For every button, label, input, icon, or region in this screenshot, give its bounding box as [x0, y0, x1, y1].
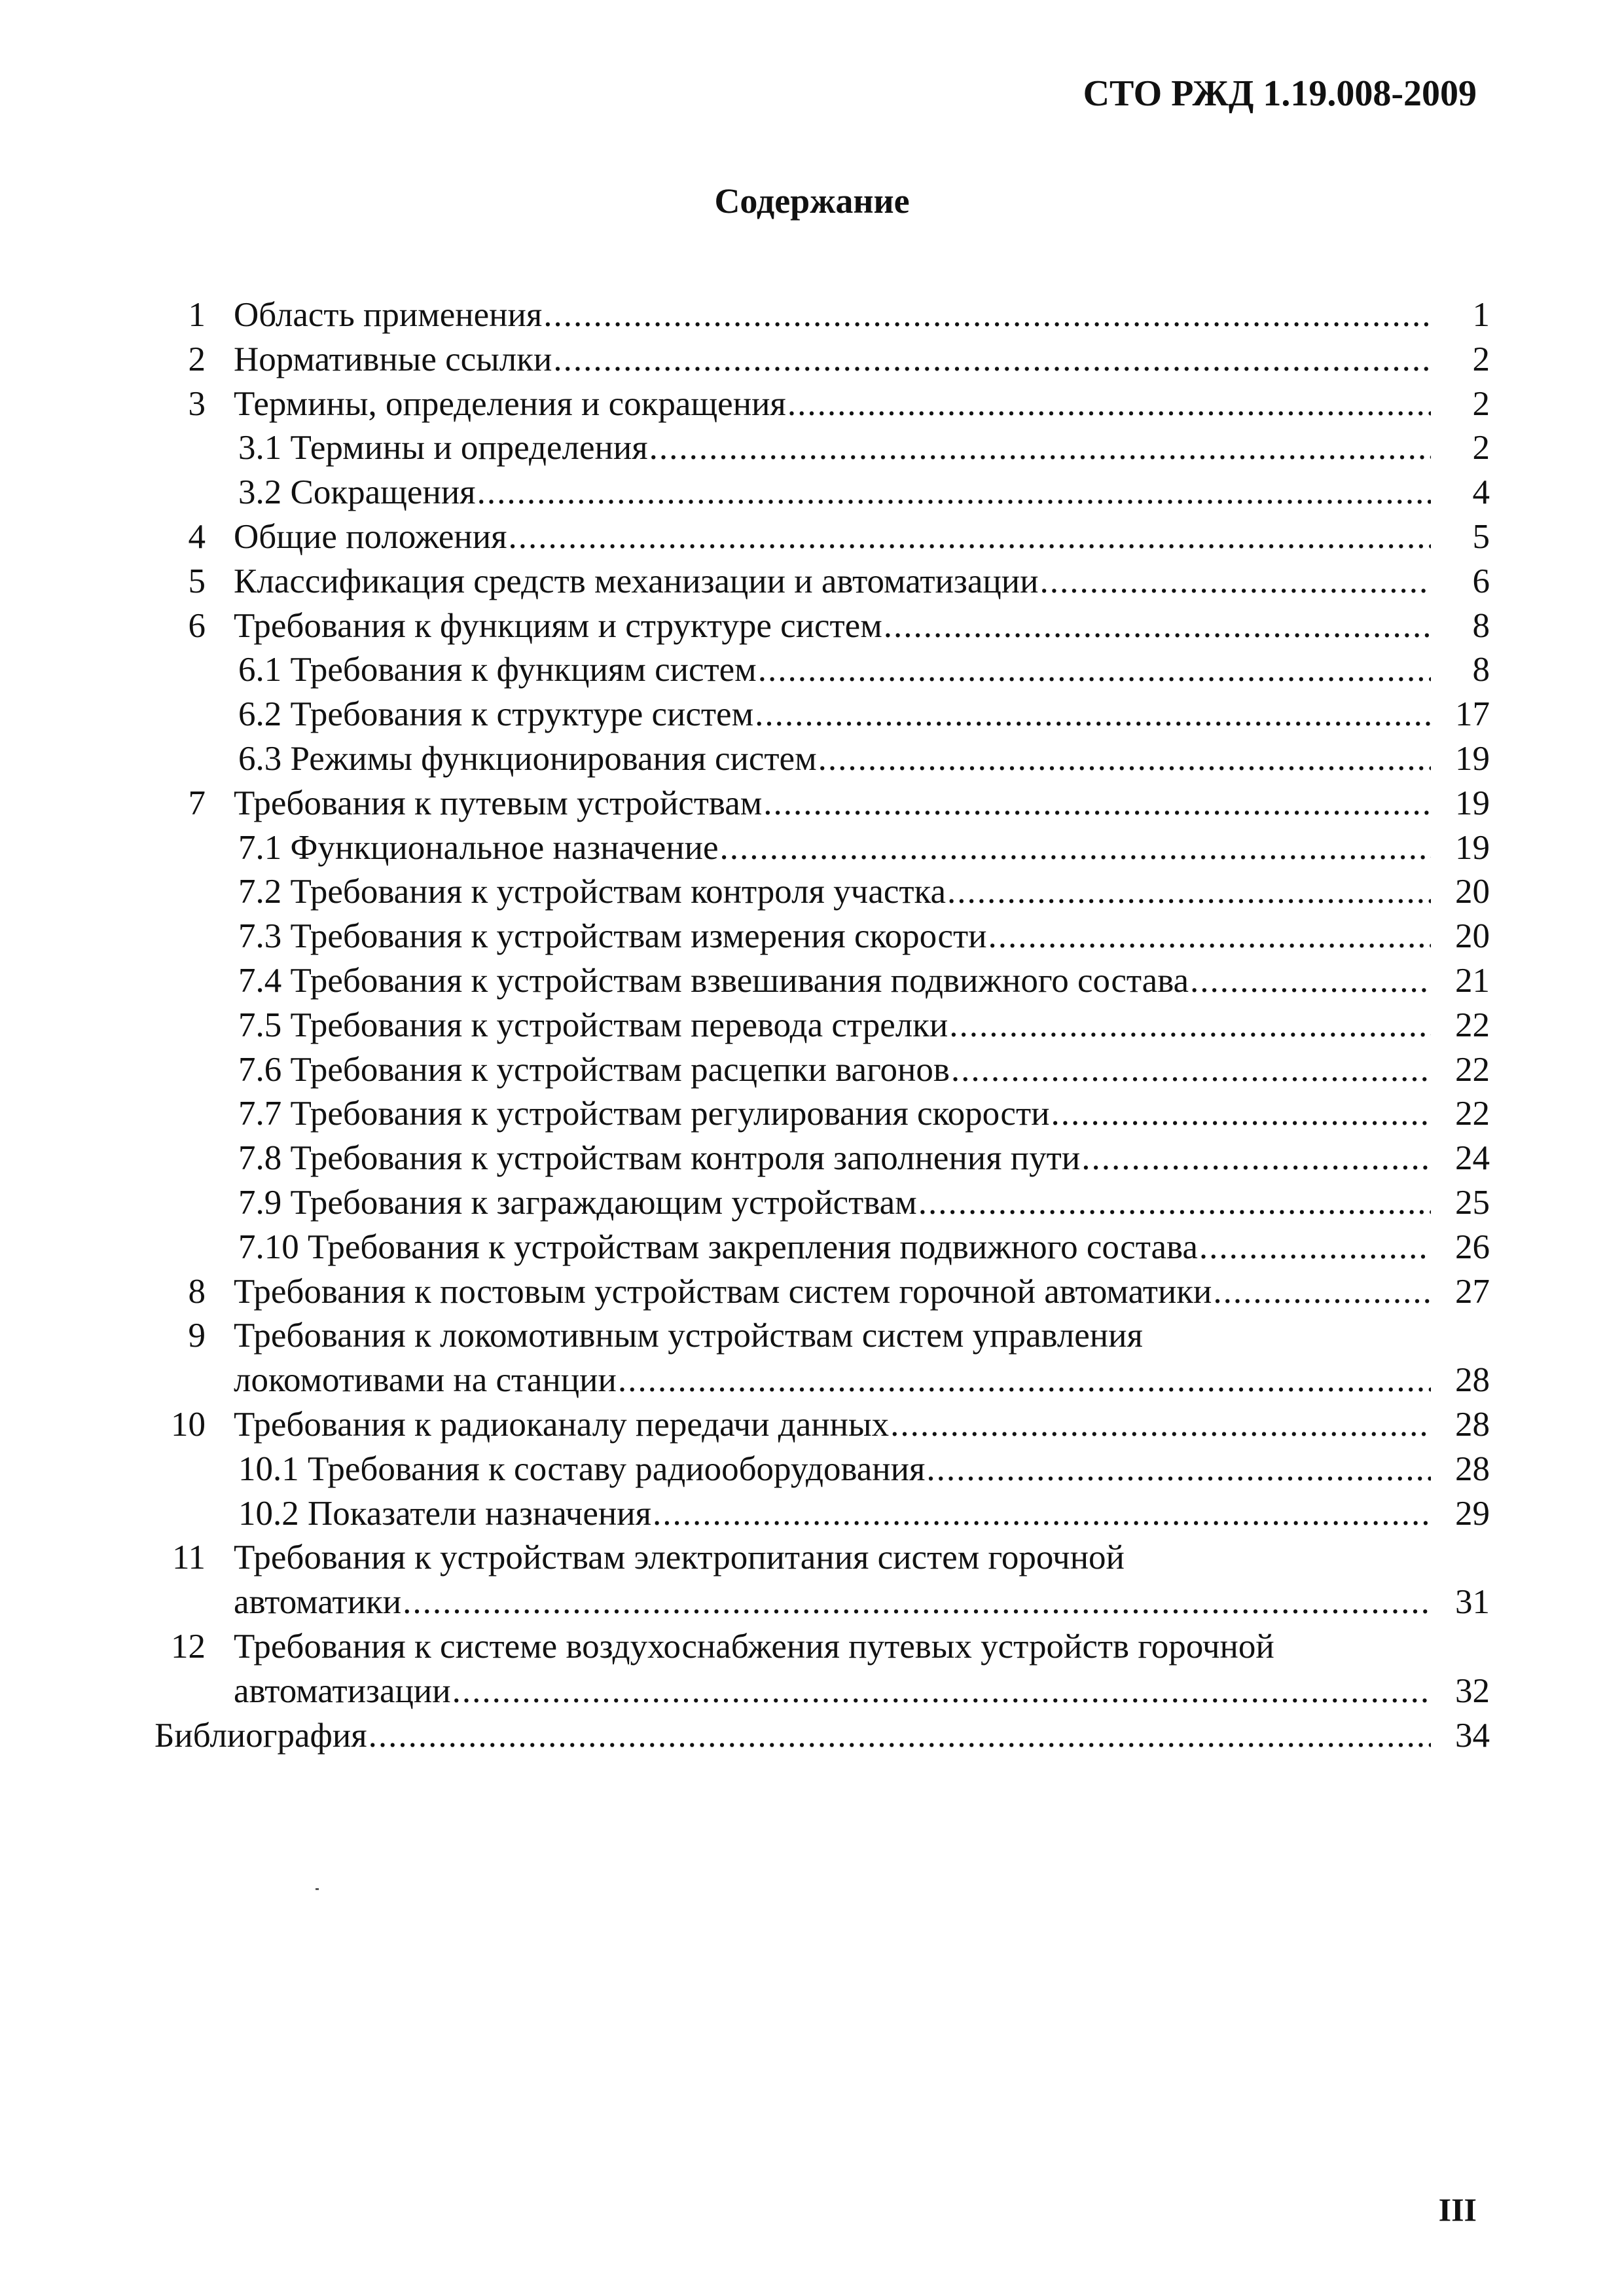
- toc-entry-page: 19: [1455, 739, 1490, 778]
- toc-dot-leader: [950, 1048, 1431, 1093]
- toc-dot-leader: [1189, 959, 1431, 1004]
- toc-entry-title: локомотивами на станции: [234, 1361, 617, 1400]
- toc-entry-title: 3.2 Сокращения: [238, 473, 476, 512]
- toc-entry-number: 12: [171, 1627, 206, 1666]
- toc-dot-leader: [817, 737, 1431, 782]
- toc-entry[interactable]: [154, 1226, 1490, 1270]
- toc-entry-body: [238, 1181, 1490, 1226]
- toc-entry-page: 5: [1472, 517, 1490, 556]
- toc-entry-body: [234, 1358, 1490, 1403]
- toc-entry[interactable]: [154, 1270, 1490, 1315]
- toc-entry-number: 2: [188, 340, 206, 378]
- toc-entry-body: [234, 560, 1490, 604]
- toc-entry-page: 29: [1455, 1494, 1490, 1533]
- toc-entry-number: 4: [188, 517, 206, 556]
- toc-entry-title: Классификация средств механизации и автоматизации: [234, 562, 1039, 600]
- toc-entry[interactable]: [154, 1536, 1490, 1580]
- toc-entry[interactable]: [154, 648, 1490, 693]
- toc-entry-body: [154, 1714, 1490, 1758]
- toc-entry-body: [238, 1492, 1490, 1537]
- toc-entry-number: 9: [188, 1317, 206, 1355]
- toc-entry-page: 2: [1472, 429, 1490, 467]
- toc-dot-leader: [925, 1448, 1431, 1492]
- toc-entry-page: 28: [1455, 1361, 1490, 1400]
- toc-entry[interactable]: [154, 737, 1490, 782]
- toc-entry-page: 27: [1455, 1272, 1490, 1311]
- toc-dot-leader: [401, 1580, 1431, 1625]
- toc-entry-body: [234, 1625, 1490, 1669]
- toc-entry-number: 6: [188, 606, 206, 645]
- toc-entry[interactable]: [154, 1580, 1490, 1625]
- toc-entry-body: [238, 1226, 1490, 1270]
- toc-entry-body: [234, 338, 1490, 382]
- toc-entry-title: 7.1 Функциональное назначение: [238, 828, 719, 867]
- toc-entry-number: 3: [188, 384, 206, 423]
- toc-entry-title: 6.1 Требования к функциям систем: [238, 651, 757, 689]
- toc-entry[interactable]: [154, 959, 1490, 1004]
- toc-entry-number: 1: [188, 296, 206, 334]
- toc-dot-leader: [882, 604, 1431, 649]
- toc-entry[interactable]: [154, 782, 1490, 826]
- toc-entry-title: Требования к системе воздухоснабжения путевых устройств горочной: [234, 1627, 1274, 1666]
- toc-entry-title: Нормативные ссылки: [234, 340, 552, 378]
- toc-entry[interactable]: [154, 1137, 1490, 1181]
- toc-entry[interactable]: [154, 1492, 1490, 1537]
- toc-entry[interactable]: [154, 293, 1490, 338]
- toc-dot-leader: [889, 1403, 1431, 1448]
- toc-entry-body: [238, 1004, 1490, 1048]
- toc-dot-leader: [367, 1714, 1431, 1758]
- toc-entry-title: 7.5 Требования к устройствам перевода стрелки: [238, 1006, 948, 1044]
- toc-entry[interactable]: [154, 826, 1490, 871]
- toc-entry-number: 5: [188, 562, 206, 600]
- toc-entry-page: 32: [1455, 1671, 1490, 1710]
- toc-entry-body: [234, 1403, 1490, 1448]
- toc-entry-title: Требования к радиоканалу передачи данных: [234, 1405, 890, 1444]
- toc-dot-leader: [719, 826, 1432, 871]
- toc-dot-leader: [1198, 1226, 1431, 1270]
- toc-entry-title: автоматизации: [234, 1671, 451, 1710]
- toc-entry-title: Библиография: [154, 1716, 367, 1755]
- toc-entry-page: 22: [1455, 1050, 1490, 1089]
- toc-entry-title: Область применения: [234, 296, 543, 334]
- toc-entry[interactable]: [154, 1669, 1490, 1714]
- table-of-contents: [154, 293, 1490, 1758]
- toc-dot-leader: [1038, 560, 1431, 604]
- toc-dot-leader: [757, 648, 1431, 693]
- toc-dot-leader: [542, 293, 1431, 338]
- toc-dot-leader: [617, 1358, 1431, 1403]
- toc-entry-body: [238, 915, 1490, 959]
- toc-entry-body: [238, 1137, 1490, 1181]
- toc-dot-leader: [753, 693, 1431, 737]
- toc-entry-body: [238, 1048, 1490, 1093]
- toc-entry-body: [238, 826, 1490, 871]
- toc-entry-body: [238, 1092, 1490, 1137]
- toc-entry[interactable]: [154, 1403, 1490, 1448]
- toc-entry-title: 7.2 Требования к устройствам контроля участка: [238, 873, 947, 911]
- toc-dot-leader: [552, 338, 1431, 382]
- toc-dot-leader: [651, 1492, 1431, 1537]
- toc-entry-page: 25: [1455, 1183, 1490, 1222]
- toc-entry-title: Требования к путевым устройствам: [234, 784, 763, 822]
- toc-dot-leader: [762, 782, 1431, 826]
- toc-entry-body: [234, 1270, 1490, 1315]
- toc-entry[interactable]: [154, 1048, 1490, 1093]
- toc-entry[interactable]: [154, 426, 1490, 471]
- toc-entry-page: 24: [1455, 1139, 1490, 1178]
- toc-entry-body: [234, 1669, 1490, 1714]
- toc-dot-leader: [476, 471, 1431, 515]
- toc-entry-title: Термины, определения и сокращения: [234, 384, 786, 423]
- toc-entry-title: 6.2 Требования к структуре систем: [238, 695, 754, 734]
- toc-entry-title: 7.8 Требования к устройствам контроля заполнения пути: [238, 1139, 1081, 1178]
- toc-entry-page: 19: [1455, 784, 1490, 822]
- toc-entry[interactable]: [154, 382, 1490, 427]
- toc-entry-page: 4: [1472, 473, 1490, 512]
- toc-entry-page: 34: [1455, 1716, 1490, 1755]
- toc-entry-page: 2: [1472, 384, 1490, 423]
- toc-entry[interactable]: [154, 1448, 1490, 1492]
- toc-entry-number: 8: [188, 1272, 206, 1311]
- toc-dot-leader: [917, 1181, 1431, 1226]
- toc-entry-number: 10: [171, 1405, 206, 1444]
- toc-entry-page: 28: [1455, 1449, 1490, 1488]
- toc-entry-page: 21: [1455, 961, 1490, 1000]
- toc-entry-number: 11: [171, 1539, 206, 1577]
- toc-entry-page: 6: [1472, 562, 1490, 600]
- toc-entry-title: 7.6 Требования к устройствам расцепки вагонов: [238, 1050, 950, 1089]
- toc-entry[interactable]: [154, 915, 1490, 959]
- toc-entry-body: [238, 426, 1490, 471]
- toc-entry-body: [238, 737, 1490, 782]
- toc-entry-title: 10.2 Показатели назначения: [238, 1494, 651, 1533]
- toc-entry-page: 19: [1455, 828, 1490, 867]
- toc-entry[interactable]: [154, 1314, 1490, 1358]
- toc-entry-body: [238, 648, 1490, 693]
- toc-entry-page: 17: [1455, 695, 1490, 734]
- scan-speck: [316, 1888, 319, 1890]
- toc-dot-leader: [451, 1669, 1431, 1714]
- toc-entry-title: Требования к локомотивным устройствам систем управления: [234, 1317, 1143, 1355]
- toc-entry[interactable]: [154, 338, 1490, 382]
- toc-entry-page: 20: [1455, 873, 1490, 911]
- toc-title: Содержание: [714, 181, 910, 221]
- toc-dot-leader: [987, 915, 1431, 959]
- toc-entry-number: 7: [188, 784, 206, 822]
- toc-entry-title: Требования к устройствам электропитания систем горочной: [234, 1539, 1125, 1577]
- toc-entry-body: [234, 1536, 1490, 1580]
- toc-entry-title: 7.9 Требования к заграждающим устройствам: [238, 1183, 917, 1222]
- toc-entry-body: [234, 382, 1490, 427]
- toc-entry-page: 20: [1455, 917, 1490, 956]
- toc-dot-leader: [648, 426, 1431, 471]
- toc-entry-page: 8: [1472, 606, 1490, 645]
- toc-entry-title: 3.1 Термины и определения: [238, 429, 648, 467]
- toc-entry[interactable]: [154, 1625, 1490, 1669]
- page-number: III: [1438, 2191, 1477, 2228]
- toc-entry-title: 6.3 Режимы функционирования систем: [238, 739, 817, 778]
- toc-entry-title: 7.3 Требования к устройствам измерения скорости: [238, 917, 987, 956]
- toc-entry[interactable]: [154, 1714, 1490, 1758]
- toc-entry-body: [238, 1448, 1490, 1492]
- toc-entry-title: автоматики: [234, 1583, 402, 1622]
- toc-dot-leader: [1049, 1092, 1431, 1137]
- toc-entry[interactable]: [154, 693, 1490, 737]
- toc-entry[interactable]: [154, 1358, 1490, 1403]
- toc-entry-body: [238, 959, 1490, 1004]
- toc-entry-page: 22: [1455, 1095, 1490, 1133]
- document-code: СТО РЖД 1.19.008-2009: [1083, 73, 1477, 114]
- toc-entry-title: Требования к функциям и структуре систем: [234, 606, 882, 645]
- toc-dot-leader: [1212, 1270, 1431, 1315]
- toc-entry[interactable]: [154, 1092, 1490, 1137]
- toc-entry-body: [238, 471, 1490, 515]
- toc-entry[interactable]: [154, 1181, 1490, 1226]
- toc-entry-body: [234, 604, 1490, 649]
- toc-entry-page: 26: [1455, 1228, 1490, 1266]
- toc-entry-body: [238, 870, 1490, 915]
- toc-entry[interactable]: [154, 870, 1490, 915]
- toc-entry[interactable]: [154, 560, 1490, 604]
- toc-entry-title: 7.10 Требования к устройствам закрепления подвижного состава: [238, 1228, 1198, 1266]
- toc-entry-title: Общие положения: [234, 517, 507, 556]
- toc-dot-leader: [946, 870, 1431, 915]
- toc-entry-page: 8: [1472, 651, 1490, 689]
- toc-entry-body: [238, 693, 1490, 737]
- toc-entry-title: 7.4 Требования к устройствам взвешивания подвижного состава: [238, 961, 1189, 1000]
- toc-dot-leader: [948, 1004, 1431, 1048]
- toc-entry-body: [234, 515, 1490, 560]
- toc-entry-page: 1: [1472, 296, 1490, 334]
- toc-entry-page: 2: [1472, 340, 1490, 378]
- toc-dot-leader: [1080, 1137, 1431, 1181]
- toc-entry[interactable]: [154, 604, 1490, 649]
- toc-entry[interactable]: [154, 1004, 1490, 1048]
- toc-entry-body: [234, 1314, 1490, 1358]
- toc-entry-title: 10.1 Требования к составу радиооборудования: [238, 1449, 926, 1488]
- toc-entry[interactable]: [154, 471, 1490, 515]
- toc-entry[interactable]: [154, 515, 1490, 560]
- toc-entry-body: [234, 1580, 1490, 1625]
- toc-dot-leader: [507, 515, 1431, 560]
- toc-dot-leader: [786, 382, 1431, 427]
- toc-entry-body: [234, 782, 1490, 826]
- toc-entry-title: Требования к постовым устройствам систем горочной автоматики: [234, 1272, 1212, 1311]
- toc-entry-body: [234, 293, 1490, 338]
- toc-entry-page: 28: [1455, 1405, 1490, 1444]
- toc-entry-title: 7.7 Требования к устройствам регулирования скорости: [238, 1095, 1050, 1133]
- toc-entry-page: 31: [1455, 1583, 1490, 1622]
- toc-entry-page: 22: [1455, 1006, 1490, 1044]
